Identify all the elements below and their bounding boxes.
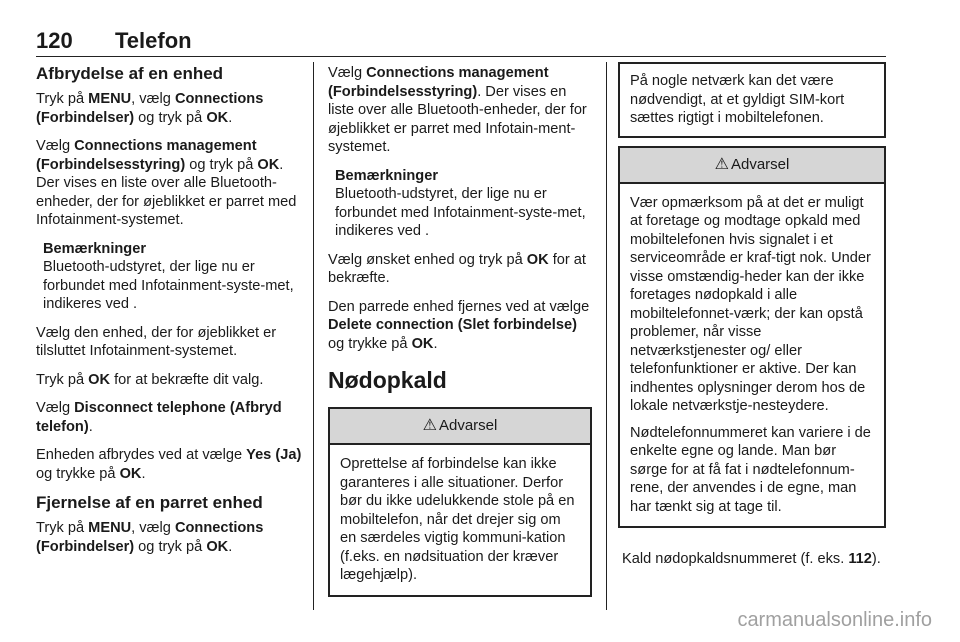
warning-text: Oprettelse af forbindelse kan ikke garanteres i alle situationer. Derfor bør du ikke udelukkende stole på en mobiltelefon, når det drejer sig om en særdeles vigtig kommuni-kation (f.eks. en nødsituation der kræver lægehjælp). xyxy=(340,456,575,583)
warning-box xyxy=(328,407,592,597)
paragraph-6: Enheden afbrydes ved at vælge Yes (Ja) og trykke på OK. xyxy=(36,447,302,482)
paragraph-1: Vælg Connections management (Forbindelsesstyring). Der vises en liste over alle Bluetooth-enheder, der for øjeblikket er parret med Infotain-ment-systemet. xyxy=(328,65,587,155)
note-text: Bluetooth-udstyret, der lige nu er forbundet med Infotainment-syste-met, indikeres ved . xyxy=(43,259,294,312)
warning-body xyxy=(620,184,884,527)
column-1 xyxy=(36,64,302,566)
paragraph-2: Vælg ønsket enhed og tryk på OK for at bekræfte. xyxy=(328,251,586,286)
warning-header xyxy=(620,148,884,184)
column-divider-1 xyxy=(313,62,314,610)
paragraph-2: Vælg Connections management (Forbindelsesstyring) og tryk på OK. Der vises en liste over alle Bluetooth-enheder, der for øjeblikket er parret med Infotainment-systemet. xyxy=(36,138,297,228)
warning-title: Advarsel xyxy=(730,155,790,173)
warning-title: Advarsel xyxy=(438,417,498,434)
paragraph-3: Vælg den enhed, der for øjeblikket er tilsluttet Infotainment-systemet. xyxy=(36,324,277,359)
warning-header xyxy=(330,409,590,445)
heading-remove: Fjernelse af en parret enhed xyxy=(36,493,263,512)
column-2 xyxy=(328,64,592,597)
warning-body xyxy=(330,445,590,595)
note-title: Bemærkninger xyxy=(335,167,438,184)
column-divider-2 xyxy=(606,62,607,610)
column-3 xyxy=(618,62,886,579)
warning-box xyxy=(618,146,886,529)
note-text: Bluetooth-udstyret, der lige nu er forbundet med Infotainment-syste-met, indikeres ved . xyxy=(335,186,586,239)
heading-disconnect: Afbrydelse af en enhed xyxy=(36,64,224,83)
paragraph-call: Kald nødopkaldsnummeret (f. eks. 112). xyxy=(622,551,881,567)
paragraph-3: Den parrede enhed fjernes ved at vælge Delete connection (Slet forbindelse) og trykke på OK. xyxy=(328,298,590,352)
page-header xyxy=(36,26,886,57)
paragraph-1: Tryk på MENU, vælg Connections (Forbindelser) og tryk på OK. xyxy=(36,91,264,126)
warning-text-1: Vær opmærksom på at det er muligt at foretage og modtage opkald med mobiltelefonen hvis signalet i et serviceområde er kraf-tigt nok. Under visse omstændig-heder kan der ikke foretages nødopkald i alle mobiltelefonnet-værk; der kan opstå problemer, når visse netværkstjenester og/ eller telefonfunktioner er aktive. Der kan indhentes oplysninger derom hos de lokale netværkstje-nesteydere. xyxy=(630,194,871,414)
warning-icon: ⚠ xyxy=(422,417,437,434)
paragraph-4: Tryk på OK for at bekræfte dit valg. xyxy=(36,371,264,388)
note-block xyxy=(328,167,592,241)
paragraph-5: Vælg Disconnect telephone (Afbryd telefon). xyxy=(36,400,282,435)
page-number: 120 xyxy=(36,28,73,53)
info-text: På nogle netværk kan det være nødvendigt, at et gyldigt SIM-kort sættes rigtigt i mobiltelefonen. xyxy=(630,73,845,126)
info-box xyxy=(618,62,886,138)
heading-emergency: Nødopkald xyxy=(328,367,447,393)
note-title: Bemærkninger xyxy=(43,240,146,257)
note-block xyxy=(36,240,302,314)
watermark: carmanualsonline.info xyxy=(737,609,932,631)
section-title: Telefon xyxy=(115,28,192,53)
info-body xyxy=(620,64,884,136)
warning-text-2: Nødtelefonnummeret kan variere i de enkelte egne og lande. Man bør sørge for at få fat i nødtelefonnum-rene, der anvendes i de egne, man har tænkt sig at tage til. xyxy=(630,424,871,515)
warning-icon: ⚠ xyxy=(714,155,729,173)
paragraph-7: Tryk på MENU, vælg Connections (Forbindelser) og tryk på OK. xyxy=(36,520,264,555)
